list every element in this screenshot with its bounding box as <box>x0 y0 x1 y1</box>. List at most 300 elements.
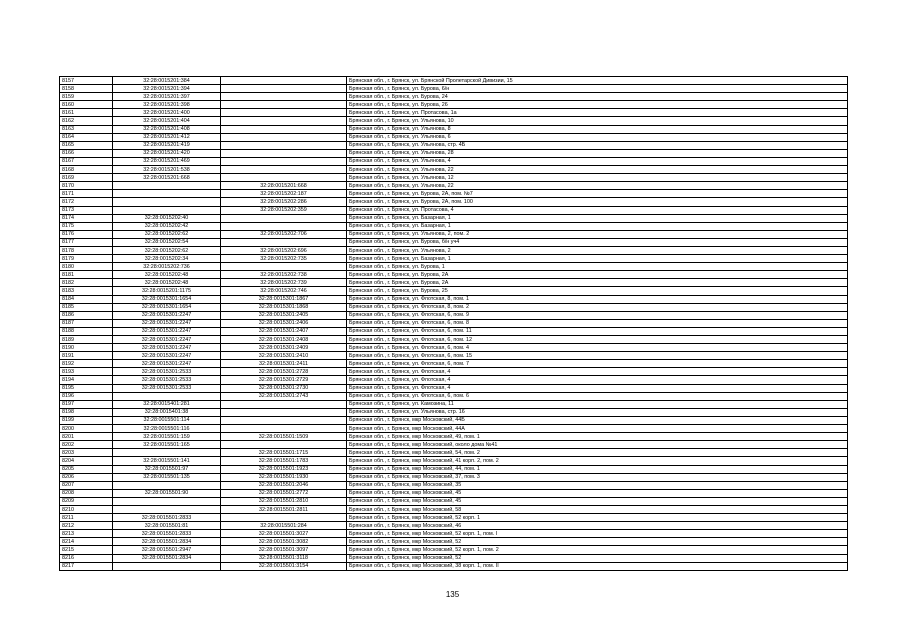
related-cadastral-number-cell: 32:28:0015301:1868 <box>221 303 347 311</box>
table-row <box>60 384 848 392</box>
related-cadastral-number-cell <box>221 174 347 182</box>
record-number-cell: 8178 <box>60 246 113 254</box>
table-row <box>60 214 848 222</box>
address-cell: Брянская обл., г. Брянск, мкр Московский, 58 <box>347 505 848 513</box>
table-row <box>60 222 848 230</box>
cadastral-number-cell: 32:28:0015201:419 <box>113 141 221 149</box>
related-cadastral-number-cell: 32:28:0015301:2408 <box>221 336 347 344</box>
record-number-cell: 8216 <box>60 554 113 562</box>
address-cell: Брянская обл., г. Брянск, мкр Московский, 41 корп. 2, пом. 2 <box>347 457 848 465</box>
cadastral-number-cell <box>113 206 221 214</box>
cadastral-number-cell: 32:28:0015301:2247 <box>113 327 221 335</box>
related-cadastral-number-cell <box>221 125 347 133</box>
record-number-cell: 8188 <box>60 327 113 335</box>
record-number-cell: 8179 <box>60 255 113 263</box>
address-cell: Брянская обл., г. Брянск, ул. Флотская, 4 <box>347 384 848 392</box>
record-number-cell: 8183 <box>60 287 113 295</box>
address-cell: Брянская обл., г. Брянск, мкр Московский, 38 корп. 1, пом. II <box>347 562 848 570</box>
related-cadastral-number-cell: 32:28:0015501:3118 <box>221 554 347 562</box>
table-row <box>60 279 848 287</box>
cadastral-number-cell: 32:28:0015501:2947 <box>113 546 221 554</box>
cadastral-number-cell: 32:28:0015501:2834 <box>113 554 221 562</box>
cadastral-number-cell: 32:28:0015201:668 <box>113 174 221 182</box>
related-cadastral-number-cell: 32:28:0015501:2046 <box>221 481 347 489</box>
cadastral-number-cell <box>113 190 221 198</box>
cadastral-number-cell: 32:28:0015401:281 <box>113 400 221 408</box>
record-number-cell: 8206 <box>60 473 113 481</box>
address-cell: Брянская обл., г. Брянск, ул. Флотская, 6, пом. 12 <box>347 336 848 344</box>
related-cadastral-number-cell <box>221 514 347 522</box>
related-cadastral-number-cell: 32:28:0015202:696 <box>221 246 347 254</box>
record-number-cell: 8214 <box>60 538 113 546</box>
record-number-cell: 8166 <box>60 149 113 157</box>
cadastral-number-cell: 32:28:0015501:165 <box>113 441 221 449</box>
related-cadastral-number-cell <box>221 141 347 149</box>
table-row <box>60 327 848 335</box>
address-cell: Брянская обл., г. Брянск, ул. Ульянова, 6 <box>347 133 848 141</box>
cadastral-number-cell: 32:28:0015501:141 <box>113 457 221 465</box>
cadastral-number-cell: 32:28:0015501:135 <box>113 473 221 481</box>
address-cell: Брянская обл., г. Брянск, мкр Московский, 52 корп. 1 <box>347 514 848 522</box>
address-cell: Брянская обл., г. Брянск, ул. Бурова, 2А, пом. 100 <box>347 198 848 206</box>
related-cadastral-number-cell: 32:28:0015501:2811 <box>221 505 347 513</box>
address-cell: Брянская обл., г. Брянск, мкр Московский, 54, пом. 2 <box>347 449 848 457</box>
related-cadastral-number-cell <box>221 408 347 416</box>
related-cadastral-number-cell: 32:28:0015301:2406 <box>221 319 347 327</box>
table-row <box>60 441 848 449</box>
table-row <box>60 416 848 424</box>
related-cadastral-number-cell <box>221 77 347 85</box>
table-row <box>60 530 848 538</box>
cadastral-number-cell: 32:28:0015301:2247 <box>113 360 221 368</box>
cadastral-number-cell <box>113 497 221 505</box>
table-row <box>60 149 848 157</box>
address-cell: Брянская обл., г. Брянск, ул. Ульянова, 12 <box>347 174 848 182</box>
address-cell: Брянская обл., г. Брянск, ул. Бурова, 26 <box>347 101 848 109</box>
table-row <box>60 255 848 263</box>
related-cadastral-number-cell: 32:28:0015501:1923 <box>221 465 347 473</box>
related-cadastral-number-cell <box>221 214 347 222</box>
address-cell: Брянская обл., г. Брянск, ул. Базарная, 1 <box>347 214 848 222</box>
cadastral-number-cell: 32:28:0015201:412 <box>113 133 221 141</box>
address-cell: Брянская обл., г. Брянск, ул. Флотская, 6, пом. 7 <box>347 360 848 368</box>
address-cell: Брянская обл., г. Брянск, ул. Ульянова, 22 <box>347 166 848 174</box>
table-row <box>60 117 848 125</box>
record-number-cell: 8184 <box>60 295 113 303</box>
address-cell: Брянская обл., г. Брянск, ул. Ульянова, 2 <box>347 246 848 254</box>
related-cadastral-number-cell: 32:28:0015201:668 <box>221 182 347 190</box>
address-cell: Брянская обл., г. Брянск, ул. Базарная, 1 <box>347 255 848 263</box>
record-number-cell: 8176 <box>60 230 113 238</box>
cadastral-number-cell: 32:28:0015301:2533 <box>113 384 221 392</box>
record-number-cell: 8212 <box>60 522 113 530</box>
table-row <box>60 392 848 400</box>
record-number-cell: 8190 <box>60 344 113 352</box>
record-number-cell: 8194 <box>60 376 113 384</box>
cadastral-number-cell <box>113 198 221 206</box>
address-cell: Брянская обл., г. Брянск, мкр Московский, 52 корп. 1, пом. I <box>347 530 848 538</box>
table-row <box>60 336 848 344</box>
address-cell: Брянская обл., г. Брянск, ул. Флотская, 4 <box>347 376 848 384</box>
table-row <box>60 133 848 141</box>
record-number-cell: 8215 <box>60 546 113 554</box>
related-cadastral-number-cell <box>221 400 347 408</box>
address-cell: Брянская обл., г. Брянск, ул. Флотская, 6, пом. 9 <box>347 311 848 319</box>
record-number-cell: 8198 <box>60 408 113 416</box>
record-number-cell: 8205 <box>60 465 113 473</box>
cadastral-number-cell: 32:28:0015501:90 <box>113 489 221 497</box>
record-number-cell: 8157 <box>60 77 113 85</box>
record-number-cell: 8182 <box>60 279 113 287</box>
address-cell: Брянская обл., г. Брянск, мкр Московский, 37, пом. 3 <box>347 473 848 481</box>
address-cell: Брянская обл., г. Брянск, ул. Брянской Пролетарской Дивизии, 15 <box>347 77 848 85</box>
table-row <box>60 246 848 254</box>
record-number-cell: 8210 <box>60 505 113 513</box>
table-row <box>60 522 848 530</box>
record-number-cell: 8207 <box>60 481 113 489</box>
related-cadastral-number-cell: 32:28:0015501:284 <box>221 522 347 530</box>
table-row <box>60 368 848 376</box>
related-cadastral-number-cell <box>221 157 347 165</box>
related-cadastral-number-cell <box>221 238 347 246</box>
record-number-cell: 8161 <box>60 109 113 117</box>
related-cadastral-number-cell: 32:28:0015501:1509 <box>221 433 347 441</box>
related-cadastral-number-cell: 32:28:0015501:3154 <box>221 562 347 570</box>
table-row <box>60 206 848 214</box>
address-cell: Брянская обл., г. Брянск, ул. Флотская, 4 <box>347 368 848 376</box>
cadastral-number-cell: 32:28:0015201:394 <box>113 85 221 93</box>
record-number-cell: 8175 <box>60 222 113 230</box>
address-cell: Брянская обл., г. Брянск, мкр Московский, 35 <box>347 481 848 489</box>
record-number-cell: 8203 <box>60 449 113 457</box>
address-cell: Брянская обл., г. Брянск, ул. Флотская, 8, пом. 1 <box>347 295 848 303</box>
table-row <box>60 425 848 433</box>
related-cadastral-number-cell: 32:28:0015202:286 <box>221 198 347 206</box>
cadastral-number-cell: 32:28:0015501:116 <box>113 425 221 433</box>
record-number-cell: 8171 <box>60 190 113 198</box>
related-cadastral-number-cell: 32:28:0015301:2410 <box>221 352 347 360</box>
table-row <box>60 238 848 246</box>
cadastral-number-cell <box>113 449 221 457</box>
record-number-cell: 8169 <box>60 174 113 182</box>
table-row <box>60 198 848 206</box>
record-number-cell: 8189 <box>60 336 113 344</box>
related-cadastral-number-cell: 32:28:0015301:2729 <box>221 376 347 384</box>
record-number-cell: 8191 <box>60 352 113 360</box>
record-number-cell: 8180 <box>60 263 113 271</box>
record-number-cell: 8174 <box>60 214 113 222</box>
related-cadastral-number-cell <box>221 109 347 117</box>
related-cadastral-number-cell: 32:28:0015301:2730 <box>221 384 347 392</box>
address-cell: Брянская обл., г. Брянск, ул. Ульянова, 2, пом. 2 <box>347 230 848 238</box>
address-cell: Брянская обл., г. Брянск, ул. Бурова, 2А <box>347 271 848 279</box>
cadastral-number-cell: 32:28:0015501:97 <box>113 465 221 473</box>
cadastral-number-cell: 32:28:0015201:397 <box>113 93 221 101</box>
address-cell: Брянская обл., г. Брянск, ул. Бурова, 2А, пом. №7 <box>347 190 848 198</box>
cadastral-number-cell: 32:28:0015202:42 <box>113 222 221 230</box>
related-cadastral-number-cell: 32:28:0015202:739 <box>221 279 347 287</box>
table-row <box>60 546 848 554</box>
record-number-cell: 8164 <box>60 133 113 141</box>
cadastral-number-cell: 32:28:0015401:38 <box>113 408 221 416</box>
record-number-cell: 8185 <box>60 303 113 311</box>
table-row <box>60 263 848 271</box>
cadastral-number-cell: 32:28:0015301:2247 <box>113 352 221 360</box>
related-cadastral-number-cell: 32:28:0015301:1867 <box>221 295 347 303</box>
record-number-cell: 8202 <box>60 441 113 449</box>
table-row <box>60 505 848 513</box>
address-cell: Брянская обл., г. Брянск, ул. Бурова, 2А <box>347 279 848 287</box>
cadastral-number-cell <box>113 562 221 570</box>
cadastral-number-cell: 32:28:0015202:62 <box>113 230 221 238</box>
related-cadastral-number-cell: 32:28:0015301:2743 <box>221 392 347 400</box>
record-number-cell: 8217 <box>60 562 113 570</box>
address-cell: Брянская обл., г. Брянск, мкр Московский, 46 <box>347 522 848 530</box>
table-row <box>60 538 848 546</box>
cadastral-number-cell: 32:28:0015202:40 <box>113 214 221 222</box>
table-row <box>60 190 848 198</box>
related-cadastral-number-cell: 32:28:0015501:2810 <box>221 497 347 505</box>
cadastral-number-cell: 32:28:0015501:2833 <box>113 530 221 538</box>
table-row <box>60 166 848 174</box>
address-cell: Брянская обл., г. Брянск, ул. Протасова, 1а <box>347 109 848 117</box>
table-row <box>60 85 848 93</box>
cadastral-number-cell: 32:28:0015301:2247 <box>113 319 221 327</box>
record-number-cell: 8158 <box>60 85 113 93</box>
record-number-cell: 8196 <box>60 392 113 400</box>
address-cell: Брянская обл., г. Брянск, ул. Флотская, 6, пом. 11 <box>347 327 848 335</box>
cadastral-number-cell: 32:28:0015501:2834 <box>113 538 221 546</box>
cadastral-number-cell: 32:28:0015201:400 <box>113 109 221 117</box>
cadastral-number-cell: 32:28:0015201:538 <box>113 166 221 174</box>
address-cell: Брянская обл., г. Брянск, ул. Флотская, 6, пом. 15 <box>347 352 848 360</box>
cadastral-number-cell: 32:28:0015202:48 <box>113 279 221 287</box>
related-cadastral-number-cell: 32:28:0015202:706 <box>221 230 347 238</box>
table-row <box>60 230 848 238</box>
record-number-cell: 8187 <box>60 319 113 327</box>
cadastral-number-cell: 32:28:0015202:54 <box>113 238 221 246</box>
table-row <box>60 77 848 85</box>
address-cell: Брянская обл., г. Брянск, ул. Бурова, 24 <box>347 93 848 101</box>
record-number-cell: 8167 <box>60 157 113 165</box>
related-cadastral-number-cell <box>221 425 347 433</box>
table-row <box>60 376 848 384</box>
cadastral-number-cell: 32:28:0015301:2533 <box>113 376 221 384</box>
cadastral-number-cell: 32:28:0015201:384 <box>113 77 221 85</box>
table-row <box>60 93 848 101</box>
related-cadastral-number-cell: 32:28:0015202:746 <box>221 287 347 295</box>
related-cadastral-number-cell <box>221 93 347 101</box>
related-cadastral-number-cell <box>221 149 347 157</box>
cadastral-number-cell: 32:28:0015301:2247 <box>113 336 221 344</box>
record-number-cell: 8211 <box>60 514 113 522</box>
related-cadastral-number-cell <box>221 222 347 230</box>
related-cadastral-number-cell <box>221 101 347 109</box>
related-cadastral-number-cell: 32:28:0015202:187 <box>221 190 347 198</box>
record-number-cell: 8162 <box>60 117 113 125</box>
cadastral-number-cell: 32:28:0015301:1654 <box>113 295 221 303</box>
table-row <box>60 465 848 473</box>
address-cell: Брянская обл., г. Брянск, мкр Московский, 52 корп. 1, пом. 2 <box>347 546 848 554</box>
address-cell: Брянская обл., г. Брянск, мкр Московский, 45 <box>347 497 848 505</box>
record-number-cell: 8195 <box>60 384 113 392</box>
record-number-cell: 8170 <box>60 182 113 190</box>
table-row <box>60 352 848 360</box>
cadastral-number-cell: 32:28:0015501:114 <box>113 416 221 424</box>
table-row <box>60 157 848 165</box>
table-row <box>60 344 848 352</box>
cadastral-number-cell: 32:28:0015201:398 <box>113 101 221 109</box>
cadastral-number-cell: 32:28:0015301:2247 <box>113 311 221 319</box>
table-row <box>60 319 848 327</box>
address-cell: Брянская обл., г. Брянск, ул. Флотская, 6, пом. 4 <box>347 344 848 352</box>
record-number-cell: 8172 <box>60 198 113 206</box>
related-cadastral-number-cell <box>221 166 347 174</box>
address-cell: Брянская обл., г. Брянск, мкр Московский, 49, пом. 1 <box>347 433 848 441</box>
cadastral-number-cell: 32:28:0015201:420 <box>113 149 221 157</box>
related-cadastral-number-cell <box>221 85 347 93</box>
record-number-cell: 8193 <box>60 368 113 376</box>
related-cadastral-number-cell: 32:28:0015301:2407 <box>221 327 347 335</box>
table-row <box>60 360 848 368</box>
related-cadastral-number-cell: 32:28:0015501:1930 <box>221 473 347 481</box>
table-row <box>60 457 848 465</box>
address-cell: Брянская обл., г. Брянск, ул. Бурова, 1 <box>347 263 848 271</box>
address-cell: Брянская обл., г. Брянск, ул. Бурова, 6/н <box>347 85 848 93</box>
address-cell: Брянская обл., г. Брянск, мкр Московский, 52 <box>347 554 848 562</box>
cadastral-number-cell: 32:28:0015202:62 <box>113 246 221 254</box>
page-number: 135 <box>445 590 460 599</box>
address-cell: Брянская обл., г. Брянск, ул. Флотская, 6, пом. 8 <box>347 319 848 327</box>
table-row <box>60 303 848 311</box>
cadastral-number-cell: 32:28:0015201:1175 <box>113 287 221 295</box>
record-number-cell: 8201 <box>60 433 113 441</box>
related-cadastral-number-cell: 32:28:0015501:1715 <box>221 449 347 457</box>
record-number-cell: 8159 <box>60 93 113 101</box>
cadastral-number-cell: 32:28:0015201:408 <box>113 125 221 133</box>
address-cell: Брянская обл., г. Брянск, ул. Флотская, 6, пом. 6 <box>347 392 848 400</box>
address-cell: Брянская обл., г. Брянск, мкр Московский, 52 <box>347 538 848 546</box>
record-number-cell: 8197 <box>60 400 113 408</box>
cadastral-number-cell: 32:28:0015301:2533 <box>113 368 221 376</box>
related-cadastral-number-cell: 32:28:0015202:359 <box>221 206 347 214</box>
address-cell: Брянская обл., г. Брянск, ул. Ульянова, 28 <box>347 149 848 157</box>
cadastral-number-cell: 32:28:0015201:469 <box>113 157 221 165</box>
cadastral-number-cell: 32:28:0015501:159 <box>113 433 221 441</box>
address-cell: Брянская обл., г. Брянск, ул. Ульянова, 8 <box>347 125 848 133</box>
table-row <box>60 489 848 497</box>
related-cadastral-number-cell: 32:28:0015501:3097 <box>221 546 347 554</box>
address-cell: Брянская обл., г. Брянск, мкр Московский, 45 <box>347 489 848 497</box>
table-row <box>60 408 848 416</box>
table-row <box>60 449 848 457</box>
table-row <box>60 287 848 295</box>
cadastral-number-cell <box>113 392 221 400</box>
address-cell: Брянская обл., г. Брянск, ул. Протасова, 4 <box>347 206 848 214</box>
table-row <box>60 109 848 117</box>
related-cadastral-number-cell <box>221 263 347 271</box>
cadastral-number-cell <box>113 505 221 513</box>
address-cell: Брянская обл., г. Брянск, ул. Ульянова, 4 <box>347 157 848 165</box>
cadastral-number-cell <box>113 481 221 489</box>
table-row <box>60 174 848 182</box>
cadastral-number-cell: 32:28:0015501:81 <box>113 522 221 530</box>
table-row <box>60 182 848 190</box>
address-cell: Брянская обл., г. Брянск, ул. Базарная, 1 <box>347 222 848 230</box>
record-number-cell: 8163 <box>60 125 113 133</box>
record-number-cell: 8186 <box>60 311 113 319</box>
address-cell: Брянская обл., г. Брянск, ул. Ульянова, 10 <box>347 117 848 125</box>
address-cell: Брянская обл., г. Брянск, ул. Флотская, 8, пом. 2 <box>347 303 848 311</box>
cadastral-number-cell: 32:28:0015202:736 <box>113 263 221 271</box>
record-number-cell: 8204 <box>60 457 113 465</box>
table-row <box>60 433 848 441</box>
cadastral-number-cell: 32:28:0015501:2833 <box>113 514 221 522</box>
table-row <box>60 101 848 109</box>
related-cadastral-number-cell: 32:28:0015301:2405 <box>221 311 347 319</box>
related-cadastral-number-cell <box>221 416 347 424</box>
related-cadastral-number-cell: 32:28:0015202:738 <box>221 271 347 279</box>
record-number-cell: 8181 <box>60 271 113 279</box>
record-number-cell: 8173 <box>60 206 113 214</box>
table-row <box>60 514 848 522</box>
cadastral-number-cell: 32:28:0015202:34 <box>113 255 221 263</box>
record-number-cell: 8213 <box>60 530 113 538</box>
table-row <box>60 400 848 408</box>
address-cell: Брянская обл., г. Брянск, ул. Ульянова, стр. 4Б <box>347 141 848 149</box>
related-cadastral-number-cell <box>221 117 347 125</box>
table-row <box>60 141 848 149</box>
record-number-cell: 8177 <box>60 238 113 246</box>
registry-table-body <box>60 77 848 571</box>
record-number-cell: 8160 <box>60 101 113 109</box>
address-cell: Брянская обл., г. Брянск, ул. Ульянова, стр. 16 <box>347 408 848 416</box>
related-cadastral-number-cell: 32:28:0015301:2728 <box>221 368 347 376</box>
address-cell: Брянская обл., г. Брянск, мкр Московский, 44А <box>347 425 848 433</box>
table-row <box>60 562 848 570</box>
related-cadastral-number-cell: 32:28:0015202:735 <box>221 255 347 263</box>
record-number-cell: 8165 <box>60 141 113 149</box>
address-cell: Брянская обл., г. Брянск, ул. Бурова, 25 <box>347 287 848 295</box>
record-number-cell: 8192 <box>60 360 113 368</box>
address-cell: Брянская обл., г. Брянск, ул. Ульянова, 22 <box>347 182 848 190</box>
table-row <box>60 125 848 133</box>
record-number-cell: 8209 <box>60 497 113 505</box>
related-cadastral-number-cell: 32:28:0015501:3082 <box>221 538 347 546</box>
cadastral-number-cell: 32:28:0015202:48 <box>113 271 221 279</box>
record-number-cell: 8200 <box>60 425 113 433</box>
cadastral-number-cell: 32:28:0015301:2247 <box>113 344 221 352</box>
record-number-cell: 8208 <box>60 489 113 497</box>
table-row <box>60 497 848 505</box>
cadastral-number-cell: 32:28:0015201:404 <box>113 117 221 125</box>
table-row <box>60 271 848 279</box>
address-cell: Брянская обл., г. Брянск, мкр Московский, 44, пом. 1 <box>347 465 848 473</box>
address-cell: Брянская обл., г. Брянск, ул. Камозина, 11 <box>347 400 848 408</box>
related-cadastral-number-cell: 32:28:0015501:3027 <box>221 530 347 538</box>
cadastral-number-cell <box>113 182 221 190</box>
address-cell: Брянская обл., г. Брянск, ул. Бурова, б/н уч4 <box>347 238 848 246</box>
address-cell: Брянская обл., г. Брянск, мкр Московский, 44Б <box>347 416 848 424</box>
table-row <box>60 311 848 319</box>
related-cadastral-number-cell <box>221 441 347 449</box>
related-cadastral-number-cell: 32:28:0015501:2772 <box>221 489 347 497</box>
record-number-cell: 8199 <box>60 416 113 424</box>
cadastral-number-cell: 32:28:0015301:1654 <box>113 303 221 311</box>
table-row <box>60 554 848 562</box>
related-cadastral-number-cell: 32:28:0015501:1783 <box>221 457 347 465</box>
table-row <box>60 295 848 303</box>
